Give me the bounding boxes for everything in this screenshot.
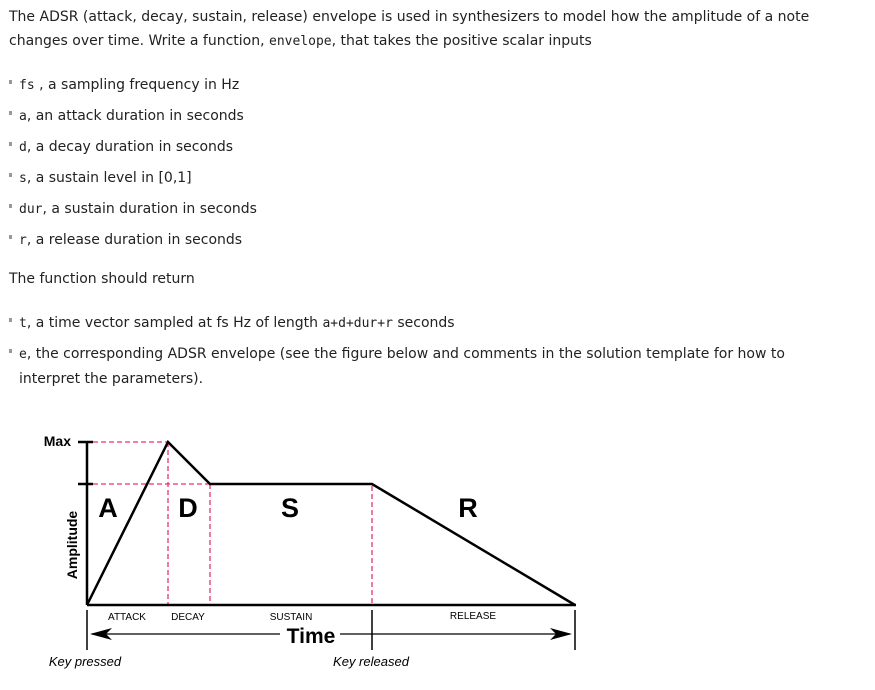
- output-name: e: [19, 347, 27, 362]
- phase-name-sustain: SUSTAIN: [269, 612, 313, 623]
- key-pressed-label: Key pressed: [48, 654, 122, 669]
- max-label: Max: [43, 433, 71, 449]
- param-desc: , a decay duration in seconds: [26, 139, 234, 155]
- param-name: dur: [19, 202, 43, 217]
- envelope-line: [87, 442, 575, 605]
- param-name: s: [19, 171, 27, 186]
- output-code: a+d+dur+r: [322, 316, 393, 331]
- phase-name-release: RELEASE: [449, 611, 497, 622]
- guide-lines: [93, 442, 372, 605]
- intro-text: The ADSR (attack, decay, sustain, release) envelope is used in synthesizers to model how the amplitude of a note changes over time. Write a function,: [9, 9, 810, 49]
- param-desc: , an attack duration in seconds: [26, 108, 244, 124]
- time-label: Time: [286, 625, 336, 648]
- phase-letter-d: D: [178, 493, 198, 523]
- param-name: fs: [19, 78, 35, 93]
- phase-name-decay: DECAY: [171, 612, 205, 623]
- param-name: d: [19, 140, 27, 155]
- phase-letter-r: R: [458, 493, 478, 523]
- param-desc: , a release duration in seconds: [26, 232, 243, 248]
- intro-text-end: , that takes the positive scalar inputs: [331, 33, 592, 49]
- param-desc: , a sampling frequency in Hz: [34, 77, 240, 93]
- key-released-label: Key released: [333, 654, 409, 669]
- param-desc: , a sustain level in [0,1]: [26, 170, 192, 186]
- y-axis-label: Amplitude: [64, 510, 80, 580]
- output-desc: , the corresponding ADSR envelope (see the figure below and comments in the solution template for how to interpret the parameters).: [19, 346, 785, 387]
- return-label: The function should return: [9, 271, 195, 287]
- output-desc: , a time vector sampled at fs Hz of length: [26, 315, 323, 331]
- param-desc: , a sustain duration in seconds: [42, 201, 257, 217]
- output-desc-end: seconds: [392, 315, 455, 331]
- output-name: t: [19, 316, 27, 331]
- phase-letter-s: S: [280, 493, 300, 523]
- function-name: envelope: [269, 34, 332, 49]
- phase-name-attack: ATTACK: [108, 612, 146, 623]
- param-name: a: [19, 109, 27, 124]
- param-name: r: [19, 233, 27, 248]
- phase-letter-a: A: [98, 493, 118, 523]
